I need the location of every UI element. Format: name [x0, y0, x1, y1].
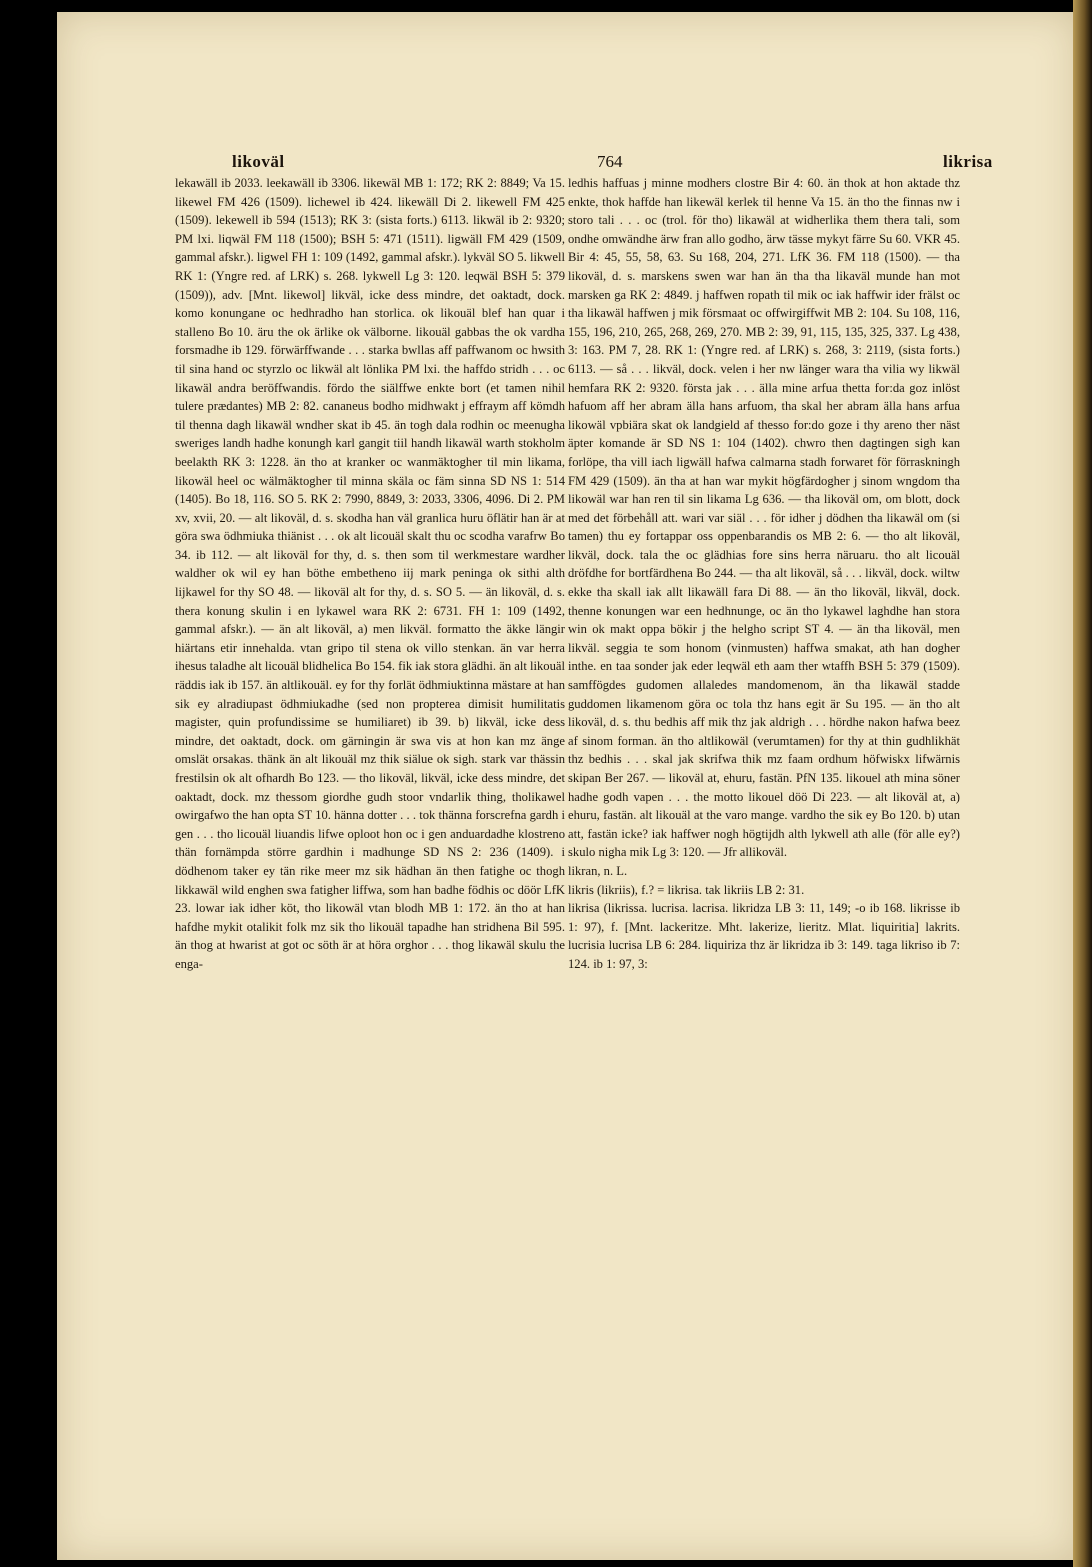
entry-likran: likran, n. L.	[568, 863, 628, 878]
left-column-text: lekawäll ib 2033. leekawäll ib 3306. likewäl MB 1: 172; RK 2: 8849; Va 15. likewel FM 426 (1509). lichewel ib 424. likewäll Di 2. likewell FM 425 (1509). lekewell ib 594 (1513); RK 3: (sista forts.) 6113. likwäl ib 2: 9320; PM lxi. liqwäl FM 118 (1500); BSH 5: 471 (1511). ligwäll FM 429 (1509, gammal afskr.). ligwel FH 1: 109 (1492, gammal afskr.). lykväl SO 5. likwell RK 1: (Yngre red. af LRK) s. 268. lykwell Lg 3: 120. leqwäl BSH 5: 379 (1509)), adv. [Mnt. likewol] likväl, icke dess mindre, det oaktadt, dock. komo konungane oc hedhradho han storlica. ok likouäl blef han quar i stalleno Bo 10. äru the ok ärlike ok välborne. likouäl gabbas the ok vardha forsmadhe ib 129. förwärffwande . . . starka bwllas aff paffwanom oc hwsith til sina hand oc styrzlo oc likwäl alt lönlika PM lxi. the haffdo stridh . . . oc likawäl andra beröffwandis. fördo the siälffwe enkte bort (et tamen nihil tulere prædantes) MB 2: 82. cananeus bodho midhwakt j effraym aff kömdh til thenna dagh likawäl wndher skat ib 45. än togh dala rodhin oc meenugha sweriges landh hadhe konungh karl gangit tiil handh likawäl warth stokholm beelakth RK 3: 1228. än tho at kranker oc wanmäktogher til min likama, likowäl heel oc wälmäktogher til minna skäla oc fäm sinna SD NS 1: 514 (1405). Bo 18, 116. SO 5. RK 2: 7990, 8849, 3: 2033, 3306, 4096. Di 2. PM xv, xvii, 20. — alt likoväl, d. s. skodha han väl granlica huru öflätir han är at göra swa ödhmiuka thiänist . . . ok alt licouäl skalt thu oc scodha varafrw Bo 34. ib 112. — alt likoväl for thy, d. s. then som til werkmestare wardher waldher ok wil ey han böthe embetheno iij mark peninga ok sithi alth lijkawel for thy SO 48. — likoväl alt for thy, d. s. SO 5. — än likoväl, d. s. thera konung skulin i en lykawel wara RK 2: 6731. FH 1: 109 (1492, gammal afskr.). — än alt likoväl, a) men likväl. formatto the äkke längir hiärtans etir innehalda. vtan gripo til stena ok villo stenkan. än var herra ihesus taladhe alt licouäl blidhelica Bo 154. fik iak stora glädhi. än alt likouäl räddis iak ib 157. än altlikouäl. ey for thy forlät ödhmiuktinna mästare at han sik ey alradiupast ödhmiukadhe (sed non propterea dimisit humilitatis magister, quin profundissime se humiliaret) ib 39. b) likväl, icke dess mindre, det oaktadt, dock. om gärningin är swa vis at hon kan mz änge omslät orsakas. thänk än alt likouäl mz thik siälue ok sigh. stark var thässin frestilsin ok alt ofhardh Bo 123. — tho likoväl, likväl, icke dess mindre, det oaktadt, dock. mz thessom giordhe gudh stoor vndarlik thing, tholikawel owirgafwo the han opta ST 10. hänna dotter . . . tok thänna forscrefna gardh i gen . . . tho licouäl liuandis lifwe oploot hon oc i gen anduardadhe klostreno thän fornämpda större gardhin i madhunge SD NS 2: 236 (1409). i dödhenom taker ey tän rike meer mz sik hädhan än then fatighe oc thogh likkawäl wild enghen swa fatigher liffwa, som han badhe födhis oc döör LfK 23. lowar iak idher köt, tho likowäl vtan blodh MB 1: 172. än tho at han hafdhe mykit otalikit folk mz sik tho likouäl tapadhe han stridhena Bil 595. än thog at hwarist at got oc söth är at höra orghor . . . thog likawäl skulu the enga-	[175, 176, 565, 971]
page-number: 764	[597, 152, 623, 171]
right-column-text: ledhis haffuas j minne modhers clostre Bir 4: 60. än thok at hon aktade thz enkte, thok haffde han likewäl kerlek til henne Va 15. än tho the finnas nw i storo tali . . . oc (trol. för tho) likawäl at widherlika them thera tali, som ondhe omwändhe ärw fran allo godho, ärw tässe mykyt färre Su 60. VKR 45. Bir 4: 45, 55, 58, 63. Su 168, 204, 271. LfK 36. FM 118 (1500). — tha likoväl, d. s. marskens swen war han än tha tha likaväl munde han mot marsken ga RK 2: 4849. j haffwen ropath til mik oc iak haffwir ider frälst oc tha likawäl haffwen j mik försmaat oc offwirgiffwit MB 2: 104. Su 108, 116, 155, 196, 210, 265, 268, 269, 270. MB 2: 39, 91, 115, 135, 325, 337. Lg 438, 3: 163. PM 7, 28. RK 1: (Yngre red. af LRK) s. 268, 3: 2119, (sista forts.) 6113. — så . . . likväl, dock. velen i her nw länger wara tha vilia wy likwäl hemfara RK 2: 9320. första jak . . . älla mine arfua thetta for:da goz inlöst hafuom aff her abram älla hans arfuom, tha skal her abram älla hans arfua likowäl vpbiära skat ok landgield af thesso for:do goze i thy areno ther näst äpter komande är SD NS 1: 104 (1402). chwro then dagtingen sigh kan forlöpe, tha vill iach ligwäll hafwa calmarna stadh forwaret för förraskningh FM 429 (1509). än tha at han war mykit högfärdogher j sinom wngdom tha likowäl war han ren til sin likama Lg 636. — tha likoväl om, om blott, dock med det förbehåll att. wari var siäl . . . för idher j dödhen tha likawäl om (si tamen) thu ey fortappar oss oppenbarandis os MB 2: 6. — tho alt likoväl, likväl, dock. tala the oc glädhias fore sins herra näruaru. tho alt licouäl dröfdhe for bortfärdhena Bo 244. — tha alt likoväl, så . . . likväl, dock. wiltw ekke tha skall iak allt likawäll fara Di 88. — än tho likoväl, likväl, dock. thenne konungen war een hedhnunge, oc än tho lykawel laghdhe han stora win ok makt oppa bökir j the helgho script ST 4. — än tha likoväl, men likväl. seggia te som honom (vinmusten) haffwa smakat, ath han dogher inthe. en taa sonder jak eder leqwäl eth aam ther wtaffh BSH 5: 379 (1509). samffögdes gudomen allaledes mandomenom, än tha likawäl stadde guddomen likamenom göra oc tola thz hans egit är Su 195. — än tho alt likoväl, d. s. thu bedhis aff mik thz jak aldrigh . . . hördhe nakon hafwa beez af sinom forman. än tho altlikowäl (verumtamen) for thy at thin gudhlikhät thz bedhis . . . skal jak skrifwa thik mz faam ordhum höfwiskx lifwärnis skipan Ber 267. — likoväl at, ehuru, fastän. PfN 135. likouel ath mina söner hadhe godh vapen . . . the motto likouel döö Di 223. — alt likoväl at, a) ehuru, fastän. alt likouäl at the varo mange. vardho the sik ey Bo 120. b) utan att, fastän icke? iak haffwer nogh högtijdh alth lykwell ath alle (för alle ey?) skulo nigha mik Lg 3: 120. — Jfr allikoväl.	[568, 176, 960, 860]
right-column	[568, 174, 960, 974]
book-spine-edge	[1073, 0, 1092, 1567]
entry-likrisa: likrisa (likrissa. lucrisa. lacrisa. likridza LB 3: 11, 149; -o ib 168. likrisse ib 1: 97), f. [Mnt. lackeritze. Mht. lakerize, lieritz. Mlat. liquiritia] lakrits. lucrisia lucrisa LB 6: 284. liquiriza thz är likridza ib 3: 149. taga likriso ib 7: 124. ib 1: 97, 3:	[568, 901, 960, 971]
header-left-word: likoväl	[232, 152, 285, 171]
page-header	[57, 152, 1077, 176]
entry-likris: likris (likriis), f.? = likrisa. tak likriis LB 2: 31.	[568, 882, 805, 897]
left-column	[175, 174, 565, 974]
header-right-word: likrisa	[943, 152, 993, 171]
